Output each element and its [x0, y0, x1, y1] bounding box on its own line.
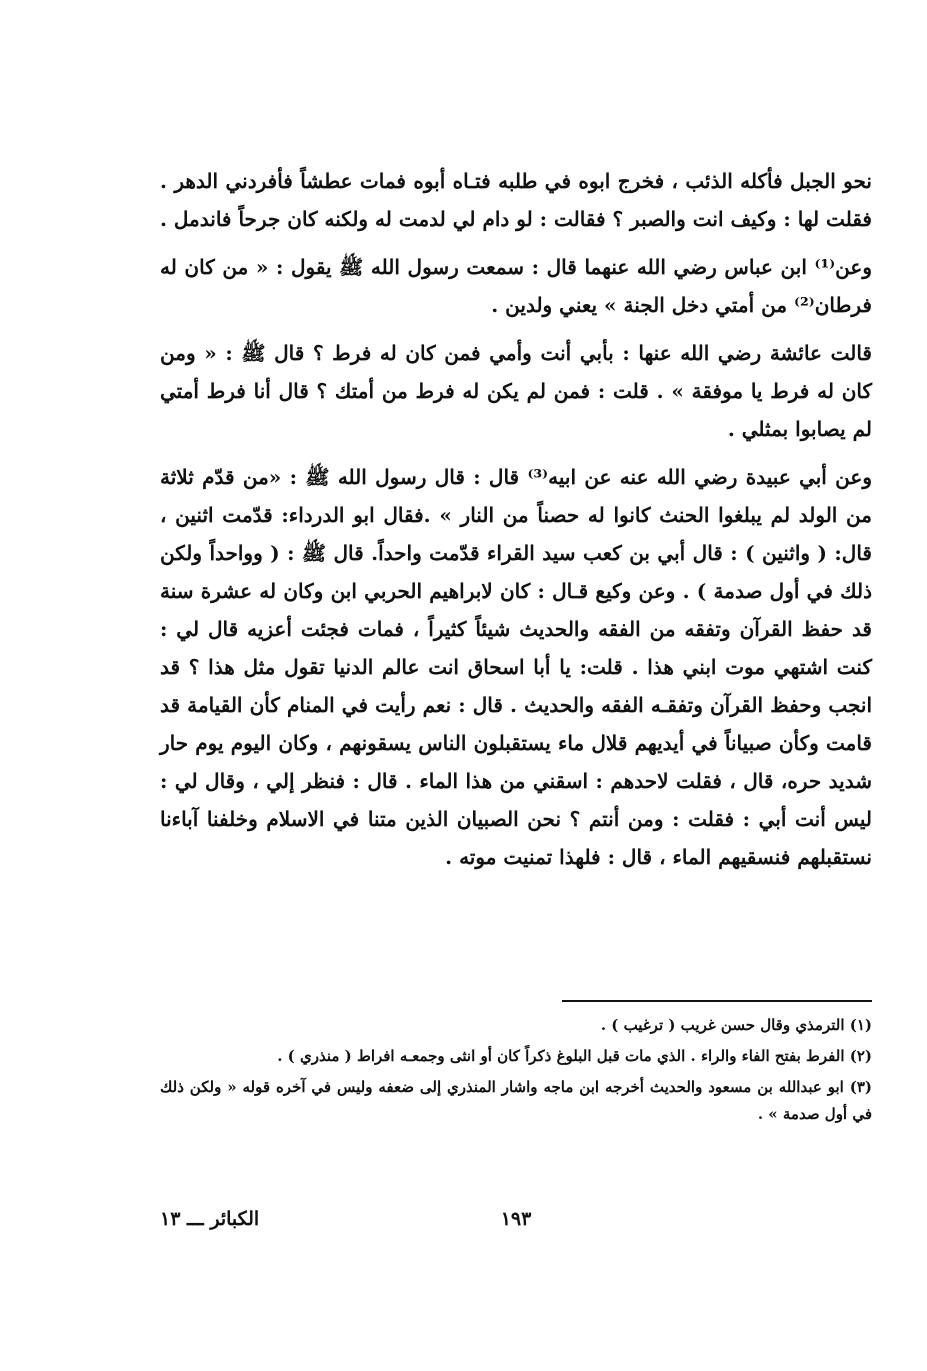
footnotes [160, 1012, 872, 1128]
page-number: ١٩٣ [500, 1208, 532, 1230]
paragraph: وعن أبي عبيدة رضي الله عنه عن ابيه⁽³⁾ قال : قال رسول الله ﷺ : «من قدّم ثلاثة من الولد لم يبلغوا الحنث كانوا له حصناً من النار » .فقال ابو الدرداء: قدّمت اثنين ، قال: ( واثنين ) : قال أبي بن كعب سيد القراء قدّمت واحداً. قال ﷺ : ( وواحداً ولكن ذلك في أول صدمة ) . وعن وكيع قـال : كان لابراهيم الحربي ابن وكان له عشرة سنة قد حفظ القرآن وتفقه من الفقه والحديث شيئاً كثيراً ، فمات فجئت أعزيه قال لي : كنت اشتهي موت ابني هذا . قلت: يا أبا اسحاق انت عالم الدنيا تقول مثل هذا ؟ قد انجب وحفظ القرآن وتفقـه الفقه والحديث . قال : نعم رأيت في المنام كأن القيامة قد قامت وكأن صبياناً في أيديهم قلال ماء يستقبلون الناس يسقونهم ، وكان اليوم يوم حار شديد حره، قال ، فقلت لاحدهم : اسقني من هذا الماء . قال : فنظر إلي ، وقال لي : ليس أنت أبي : فقلت : ومن أنتم ؟ نحن الصبيان الذين متنا في الاسلام وخلفنا آباءنا نستقبلهم فنسقيهم الماء ، قال : فلهذا تمنيت موته . [160, 465, 872, 869]
footnote-separator [562, 1000, 872, 1002]
main-text [160, 162, 872, 876]
paragraph: نحو الجبل فأكله الذئب ، فخرج ابوه في طلبه فتـاه أبوه فمات عطشاً فأفردني الدهر . فقلت لها : وكيف انت والصبر ؟ فقالت : لو دام لي لدمت له ولكنه كان جرحاً فاندمل . [159, 169, 872, 231]
paragraph: وعن⁽¹⁾ ابن عباس رضي الله عنهما قال : سمعت رسول الله ﷺ يقول : « من كان له فرطان⁽²⁾ من أمتي دخل الجنة » يعني ولدين . [160, 255, 872, 317]
footnote: (١) الترمذي وقال حسن غريب ( ترغيب ) . [600, 1016, 872, 1034]
running-head: الكبائر ـــ ١٣ [160, 1208, 260, 1230]
footnote: (٢) الفرط بفتح الفاء والراء . الذي مات قبل البلوغ ذكراً كان أو انثى وجمعـه افراط ( منذري ) . [277, 1047, 872, 1065]
footnote: (٣) ابو عبدالله بن مسعود والحديث أخرجه ابن ماجه واشار المنذري إلى ضعفه وليس في آخره قوله « ولكن ذلك في أول صدمة » . [160, 1078, 872, 1123]
page-footer [160, 1208, 872, 1238]
paragraph: قالت عائشة رضي الله عنها : بأبي أنت وأمي فمن كان له فرط ؟ قال ﷺ : « ومن كان له فرط يا موفقة » . قلت : فمن لم يكن له فرط من أمتك ؟ قال أنا فرط أمتي لم يصابوا بمثلي . [160, 341, 872, 441]
